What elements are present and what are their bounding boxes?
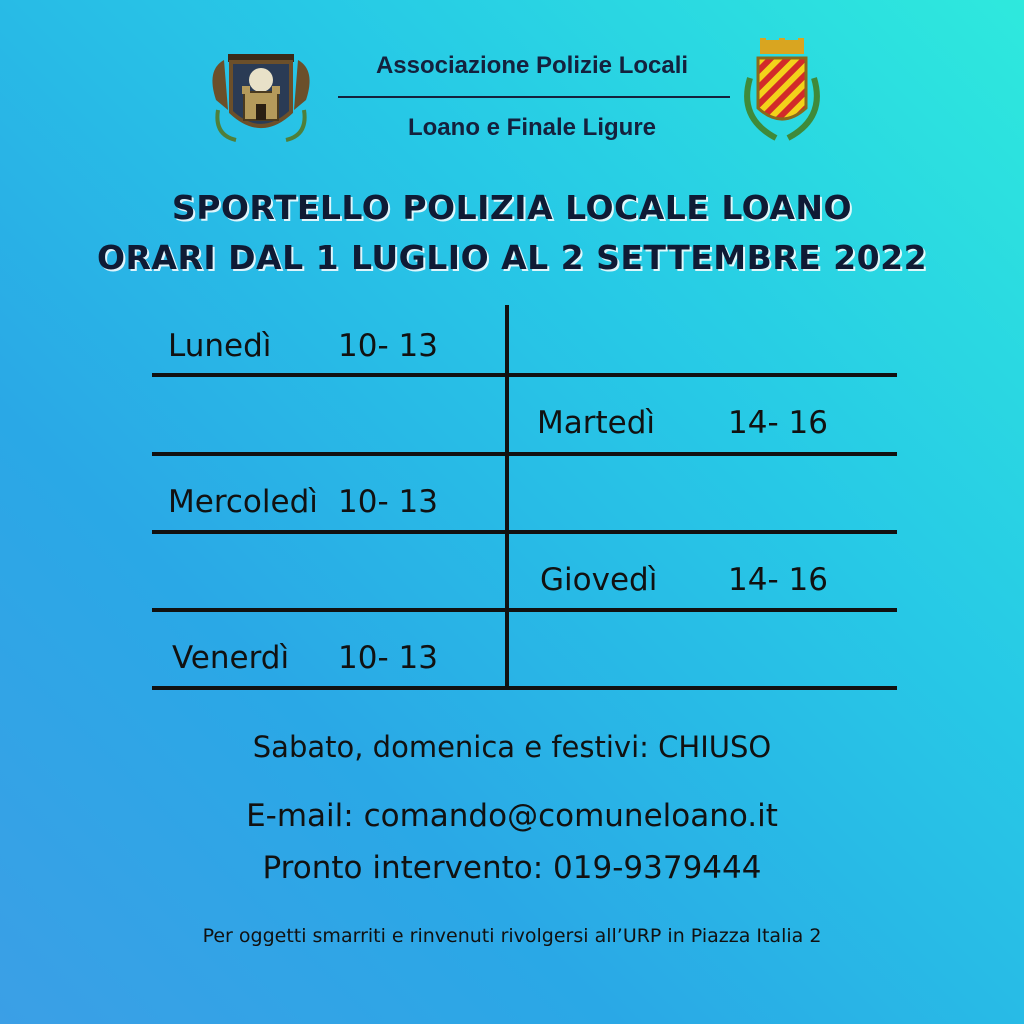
table-row-divider xyxy=(152,608,897,612)
schedule-day-friday: Venerdì xyxy=(172,640,290,676)
table-row-divider xyxy=(152,452,897,456)
schedule-hours-monday: 10- 13 xyxy=(338,328,438,364)
lost-and-found-note: Per oggetti smarriti e rinvenuti rivolgersi all’URP in Piazza Italia 2 xyxy=(202,925,822,947)
schedule-day-monday: Lunedì xyxy=(168,328,272,364)
schedule-hours-wednesday: 10- 13 xyxy=(338,484,438,520)
contact-email: E-mail: comando@comuneloano.it xyxy=(246,798,778,834)
closed-days-notice: Sabato, domenica e festivi: CHIUSO xyxy=(252,730,772,764)
schedule-day-wednesday: Mercoledì xyxy=(168,484,318,520)
table-row-divider xyxy=(152,373,897,377)
table-row-divider xyxy=(152,530,897,534)
schedule-hours-tuesday: 14- 16 xyxy=(728,405,828,441)
association-towns: Loano e Finale Ligure xyxy=(407,114,657,141)
finale-ligure-coat-of-arms-icon xyxy=(736,38,828,148)
association-name: Associazione Polizie Locali xyxy=(375,52,689,79)
schedule-hours-friday: 10- 13 xyxy=(338,640,438,676)
schedule-day-thursday: Giovedì xyxy=(540,562,658,598)
table-vertical-divider xyxy=(505,305,509,688)
emergency-phone: Pronto intervento: 019-9379444 xyxy=(262,850,762,886)
page-title: SPORTELLO POLIZIA LOCALE LOANO xyxy=(171,188,853,227)
schedule-day-tuesday: Martedì xyxy=(537,405,656,441)
page-subtitle: ORARI DAL 1 LUGLIO AL 2 SETTEMBRE 2022 xyxy=(96,238,928,277)
loano-coat-of-arms-icon xyxy=(206,40,316,145)
table-row-divider xyxy=(152,686,897,690)
schedule-hours-thursday: 14- 16 xyxy=(728,562,828,598)
header-divider xyxy=(338,96,730,98)
